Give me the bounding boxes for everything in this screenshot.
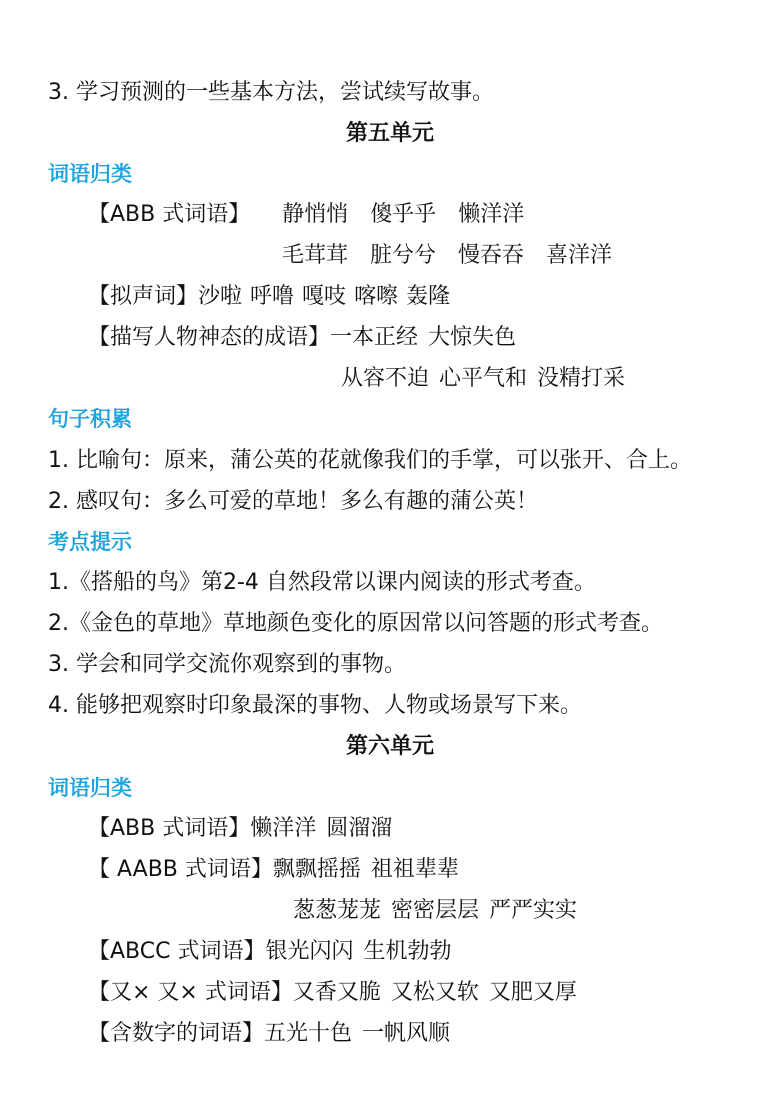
word: 静悄悄 bbox=[282, 202, 349, 227]
unit5-onomatopoeia-label: 【拟声词】 bbox=[88, 284, 199, 309]
unit5-abb-row2 bbox=[282, 241, 612, 271]
word: 飘飘摇摇 bbox=[272, 857, 361, 882]
unit5-tip-3: 3. 学会和同学交流你观察到的事物。 bbox=[48, 652, 406, 677]
unit5-title: 第五单元 bbox=[345, 121, 434, 146]
word: 五光十色 bbox=[264, 1021, 353, 1046]
unit5-idiom-row1 bbox=[88, 323, 516, 353]
unit6-aabb-label: 【 AABB 式词语】 bbox=[88, 857, 273, 882]
unit5-sentence-2: 2. 感叹句：多么可爱的草地！多么有趣的蒲公英！ bbox=[48, 489, 538, 514]
unit5-tip-1: 1.《搭船的鸟》第2-4 自然段常以课内阅读的形式考查。 bbox=[48, 570, 596, 595]
unit6-vocab-heading: 词语归类 bbox=[48, 776, 132, 800]
unit6-title: 第六单元 bbox=[345, 734, 434, 759]
unit5-tips-heading: 考点提示 bbox=[48, 530, 132, 554]
word: 心平气和 bbox=[439, 366, 528, 391]
word: 生机勃勃 bbox=[363, 939, 452, 964]
word: 密密层层 bbox=[391, 898, 480, 923]
word: 喜洋洋 bbox=[546, 243, 613, 268]
word: 呼噜 bbox=[250, 284, 295, 309]
unit5-abb-label: 【ABB 式词语】 bbox=[88, 202, 251, 227]
unit6-abcc-label: 【ABCC 式词语】 bbox=[88, 939, 266, 964]
word: 嘎吱 bbox=[302, 284, 347, 309]
unit5-idiom-row2 bbox=[341, 364, 625, 394]
unit5-vocab-heading: 词语归类 bbox=[48, 162, 132, 186]
word: 傻乎乎 bbox=[370, 202, 437, 227]
word: 一本正经 bbox=[330, 325, 419, 350]
word: 银光闪闪 bbox=[265, 939, 354, 964]
word: 严严实实 bbox=[489, 898, 578, 923]
word: 又肥又厚 bbox=[488, 980, 577, 1005]
unit5-tip-4: 4. 能够把观察时印象最深的事物、人物或场景写下来。 bbox=[48, 693, 582, 718]
unit6-aabb-row2 bbox=[293, 896, 577, 926]
unit5-sentence-heading: 句子积累 bbox=[48, 407, 132, 431]
goal-item-3: 3. 学习预测的一些基本方法，尝试续写故事。 bbox=[48, 80, 494, 105]
unit6-abcc-row bbox=[88, 937, 452, 967]
word: 祖祖辈辈 bbox=[370, 857, 459, 882]
word: 喀嚓 bbox=[354, 284, 399, 309]
unit6-youyou-row bbox=[88, 978, 577, 1008]
word: 毛茸茸 bbox=[282, 243, 349, 268]
word: 轰隆 bbox=[406, 284, 451, 309]
word: 又香又脆 bbox=[292, 980, 381, 1005]
unit5-idiom-label: 【描写人物神态的成语】 bbox=[88, 325, 331, 350]
word: 大惊失色 bbox=[428, 325, 517, 350]
unit6-abb-row bbox=[88, 814, 392, 844]
word: 没精打采 bbox=[537, 366, 626, 391]
word: 一帆风顺 bbox=[362, 1021, 451, 1046]
unit6-aabb-row1 bbox=[88, 855, 459, 885]
unit5-sentence-1: 1. 比喻句：原来，蒲公英的花就像我们的手掌，可以张开、合上。 bbox=[48, 448, 692, 473]
word: 脏兮兮 bbox=[370, 243, 437, 268]
word: 懒洋洋 bbox=[458, 202, 525, 227]
word: 从容不迫 bbox=[341, 366, 430, 391]
word: 葱葱茏茏 bbox=[293, 898, 382, 923]
word: 又松又软 bbox=[390, 980, 479, 1005]
unit5-tip-2: 2.《金色的草地》草地颜色变化的原因常以问答题的形式考查。 bbox=[48, 611, 663, 636]
unit6-abb-label: 【ABB 式词语】 bbox=[88, 816, 251, 841]
unit6-number-row bbox=[88, 1019, 450, 1049]
word: 慢吞吞 bbox=[458, 243, 525, 268]
unit6-youyou-label: 【又× 又× 式词语】 bbox=[88, 980, 293, 1005]
word: 沙啦 bbox=[198, 284, 243, 309]
word: 懒洋洋 bbox=[250, 816, 317, 841]
unit5-onomatopoeia-row bbox=[88, 282, 450, 312]
unit5-abb-row1 bbox=[88, 200, 524, 230]
unit6-number-label: 【含数字的词语】 bbox=[88, 1021, 265, 1046]
word: 圆溜溜 bbox=[326, 816, 393, 841]
